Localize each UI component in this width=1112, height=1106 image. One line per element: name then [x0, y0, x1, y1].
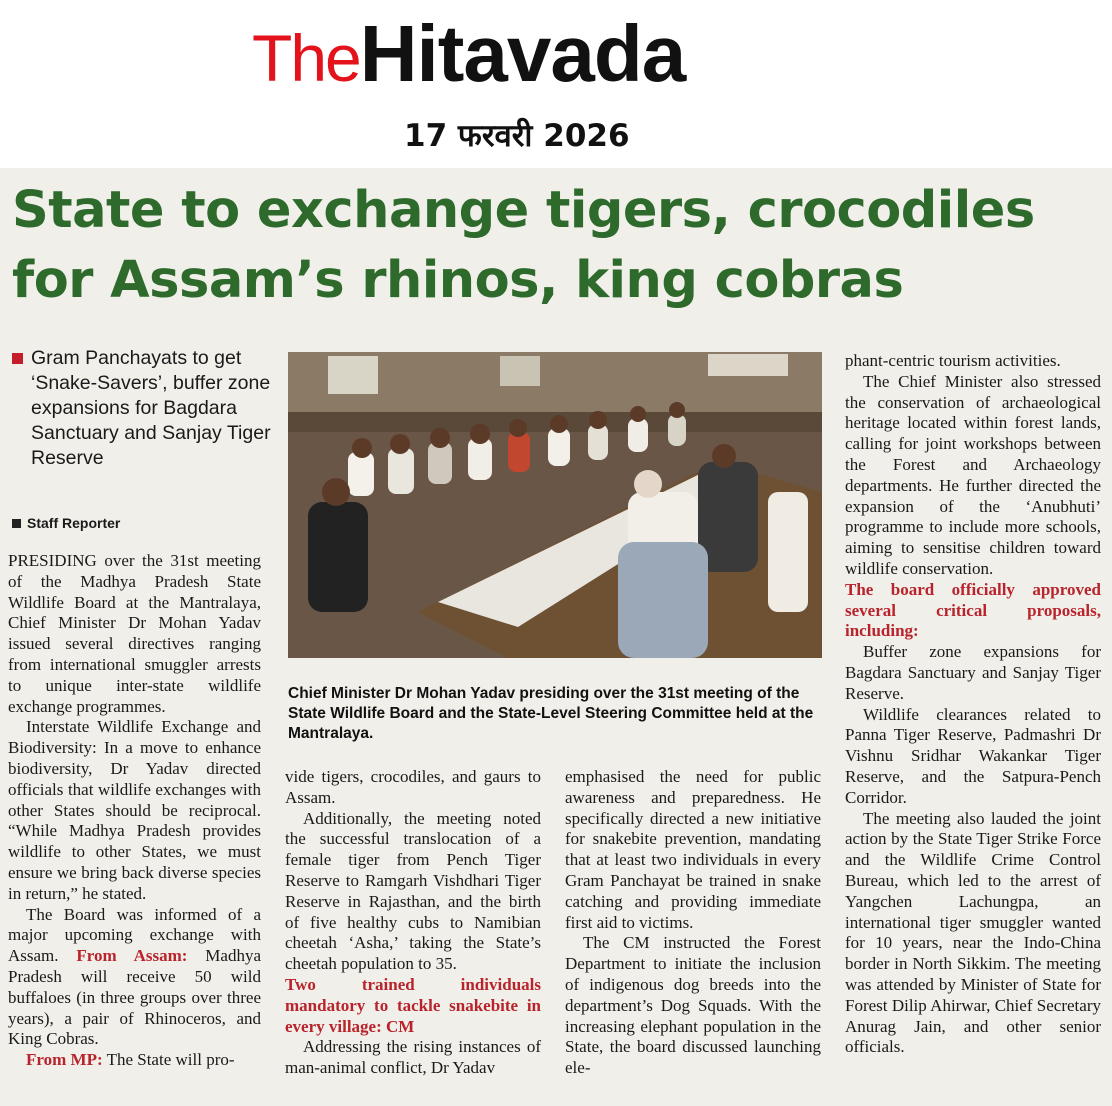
subheading: Two trained individuals mandatory to tackle snakebite in every village: CM	[285, 974, 541, 1036]
paragraph: The CM instructed the Forest Department to initiate the inclusion of indigenous dog breeds into the department’s Dog Squads. With the increasing elephant population in the State, the board discussed launching ele-	[565, 933, 821, 1078]
paragraph: The meeting also lauded the joint action by the State Tiger Strike Force and the Wildlife Crime Control Bureau, which led to the arrest of Yangchen Lachungpa, an international tiger smuggler wanted for 10 years, near the Indo-China border in North Sikkim. The meeting was attended by Minister of State for Forest Dilip Ahirwar, Chief Secretary Anurag Jain, and other senior officials.	[845, 808, 1101, 1057]
paragraph: The Chief Minister also stressed the conservation of archaeological heritage located within forest lands, calling for joint workshops between the Forest and Archaeology departments. He further directed the expansion of the ‘Anubhuti’ programme to include more schools, aiming to sensitise children toward wildlife conservation.	[845, 371, 1101, 578]
article-column-3	[565, 767, 821, 1079]
article-column-4	[845, 351, 1101, 1058]
paragraph: Additionally, the meeting noted the successful translocation of a female tiger from Pench Tiger Reserve to Ramgarh Vishdhari Tiger Reserve in Rajasthan, and the birth of five healthy cubs to Namibian cheetah ‘Asha,’ taking the State’s cheetah population to 35.	[285, 808, 541, 974]
photo-caption: Chief Minister Dr Mohan Yadav presiding over the 31st meeting of the State Wildlife Board and the State-Level Steering Committee held at the Mantralaya.	[288, 685, 814, 742]
paragraph-text: Madhya Pradesh will receive 50 wild buffaloes (in three groups over three years), a pair of Rhinoceros, and King Cobras.	[8, 946, 261, 1049]
article-column-2	[285, 767, 541, 1079]
paragraph: Wildlife clearances related to Panna Tiger Reserve, Padmashri Dr Vishnu Sridhar Wakankar Tiger Reserve, and the Satpura-Pench Corridor.	[845, 704, 1101, 807]
masthead	[0, 0, 1112, 168]
headline-line-1: State to exchange tigers, crocodiles	[12, 181, 1035, 240]
publication-date: 17 फरवरी 2026	[404, 118, 630, 154]
paragraph-text: The Board was informed of a major upcoming exchange with Assam.	[8, 904, 261, 966]
paragraph-text: The State will pro-	[106, 1050, 235, 1070]
logo-the: The	[252, 21, 360, 95]
paragraph: PRESIDING over the 31st meeting of the Madhya Pradesh State Wildlife Board at the Mantralaya, Chief Minister Dr Mohan Yadav issued several directives ranging from international smuggler arrests to unique inter-state wildlife exchange programmes.	[8, 551, 261, 716]
deck-bullet-icon	[12, 353, 23, 364]
meeting-photo	[288, 352, 822, 658]
article-column-1	[8, 551, 261, 1071]
byline-bullet-icon	[12, 519, 21, 528]
inline-red-heading: From Assam:	[76, 946, 188, 966]
paragraph: emphasised the need for public awareness and preparedness. He specifically directed a new initiative for snakebite prevention, mandating that at least two individuals in every Gram Panchayat be trained in snake catching and providing immediate first aid to victims.	[565, 767, 821, 932]
headline	[12, 176, 1102, 316]
deck	[12, 346, 280, 471]
meeting-photo-illustration	[288, 352, 822, 658]
deck-text: Gram Panchayats to get ‘Snake-Savers’, buffer zone expansions for Bagdara Sanctuary and Sanjay Tiger Reserve	[31, 347, 271, 469]
paragraph: Buffer zone expansions for Bagdara Sanctuary and Sanjay Tiger Reserve.	[845, 642, 1101, 703]
paragraph: Addressing the rising instances of man-animal conflict, Dr Yadav	[285, 1037, 541, 1078]
headline-line-2: for Assam’s rhinos, king cobras	[12, 251, 904, 310]
newspaper-logo	[252, 8, 685, 104]
paragraph	[8, 1050, 261, 1071]
byline-text: Staff Reporter	[27, 515, 121, 531]
byline	[12, 515, 120, 531]
paragraph	[8, 905, 261, 1051]
paragraph: vide tigers, crocodiles, and gaurs to Assam.	[285, 767, 541, 807]
inline-red-heading: From MP:	[26, 1050, 103, 1070]
paragraph: Interstate Wildlife Exchange and Biodiversity: In a move to enhance biodiversity, Dr Yadav directed officials that wildlife exchanges with other States should be reciprocal. “While Madhya Pradesh provides wildlife to other States, we must ensure we bring back diverse species in return,” he stated.	[8, 717, 261, 903]
subheading: The board officially approved several critical proposals, including:	[845, 579, 1101, 641]
paragraph: phant-centric tourism activities.	[845, 351, 1061, 370]
logo-name: Hitavada	[359, 9, 686, 98]
